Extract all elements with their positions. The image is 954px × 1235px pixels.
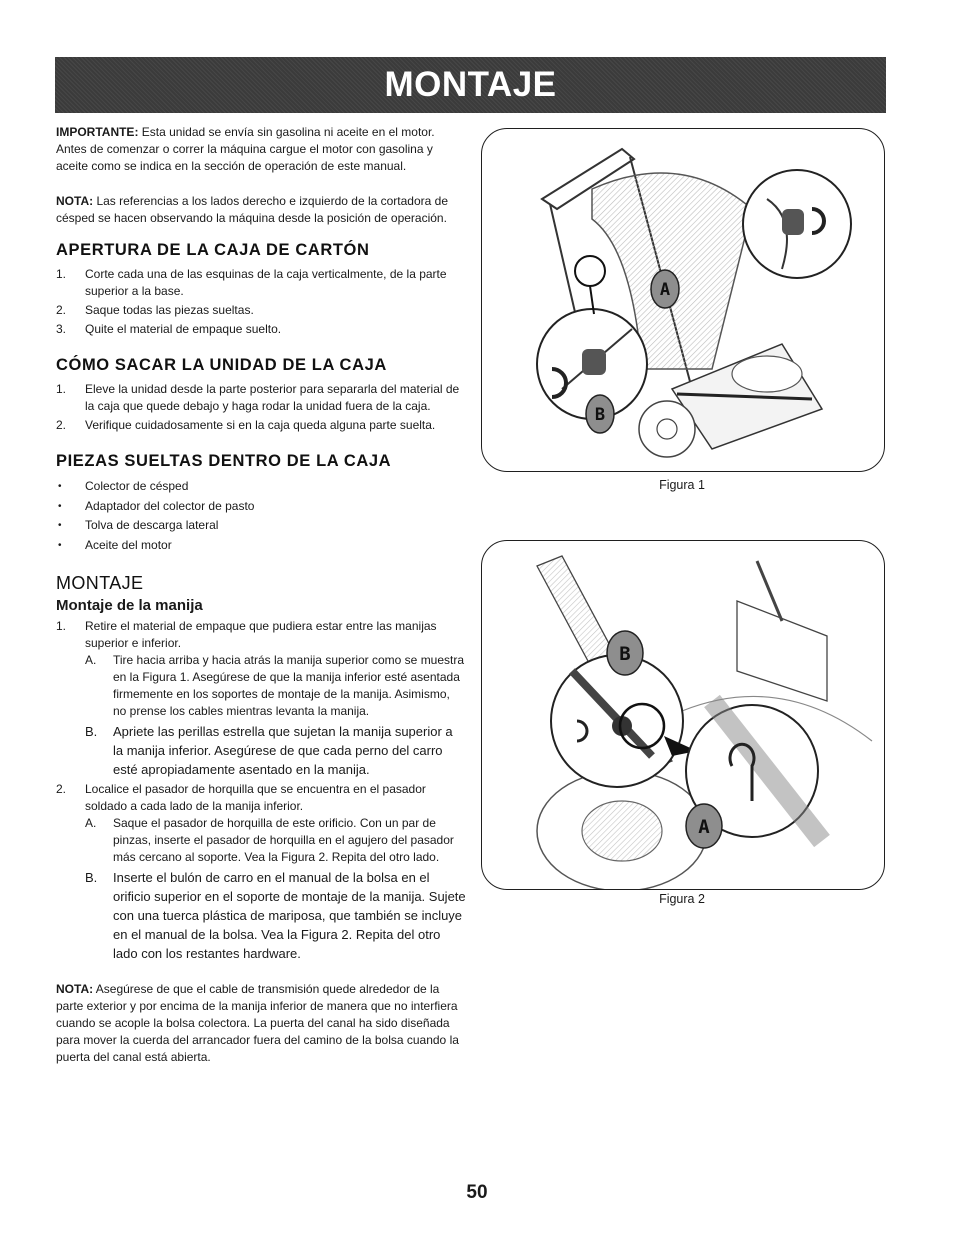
list-item: 1. Eleve la unidad desde la parte posterior para separarla del material de la caja que quede debajo y haga rodar la unidad fuera de la caja. xyxy=(56,382,460,413)
list-item: • Colector de césped xyxy=(56,477,466,497)
apertura-steps xyxy=(56,266,466,338)
important-paragraph xyxy=(56,124,466,175)
page-title: MONTAJE xyxy=(384,65,557,104)
heading-montaje-manija: Montaje de la manija xyxy=(56,597,203,614)
note-text: Las referencias a los lados derecho e izquierdo de la cortadora de césped se hacen observando la máquina desde la posición de operación. xyxy=(56,194,449,225)
figure-2-illustration xyxy=(482,541,884,889)
figure-2-callout-b: B xyxy=(619,643,631,665)
final-note-label: NOTA: xyxy=(56,982,94,996)
list-item: • Tolva de descarga lateral xyxy=(56,516,466,536)
heading-apertura: APERTURA DE LA CAJA DE CARTÓN xyxy=(56,241,370,259)
list-item: 3. Quite el material de empaque suelto. xyxy=(56,322,282,336)
montaje-step2 xyxy=(56,781,466,815)
figure-2-caption: Figura 2 xyxy=(659,892,705,906)
montaje-step1-sub xyxy=(56,652,466,779)
list-item: 2. Verifique cuidadosamente si en la caja queda alguna parte suelta. xyxy=(56,418,436,432)
list-item: B. Inserte el bulón de carro en el manual de la bolsa en el orificio superior en el soporte de montaje de la manija. Sujete con una tuerca plástica de mariposa, que también se incluye en el manual de la bolsa. Vea la Figura 2. Repita del otro lado con los restantes hardware. xyxy=(85,870,466,961)
figure-1-callout-a: A xyxy=(659,280,671,300)
list-item: B. Apriete las perillas estrella que sujetan la manija superior a la manija inferior. Asegúrese de que cada perno del carro esté apropiadamente asentado en la manija. xyxy=(85,724,453,777)
list-item: 1. Retire el material de empaque que pudiera estar entre las manijas superior e inferior. xyxy=(56,619,437,650)
page-number: 50 xyxy=(466,1182,488,1203)
list-item: 2. Localice el pasador de horquilla que se encuentra en el pasador soldado a cada lado de la manija inferior. xyxy=(56,782,426,813)
list-item: 1. Corte cada una de las esquinas de la caja verticalmente, de la parte superior a la base. xyxy=(56,267,447,298)
figure-1-callout-b: B xyxy=(594,405,606,425)
instructions-column xyxy=(56,124,466,1066)
section-banner xyxy=(55,57,886,113)
montaje-steps xyxy=(56,618,466,652)
list-item: 2. Saque todas las piezas sueltas. xyxy=(56,303,254,317)
figure-2 xyxy=(481,540,885,890)
final-note-text: Asegúrese de que el cable de transmisión quede alrededor de la parte exterior y por encima de la manija inferior de manera que no interfiera cuando se acople la bolsa colectora. La puerta del canal ha sido diseñada para mover la cuerda del arrancador fuera del camino de la bolsa cuando la puerta del canal está abierta. xyxy=(56,982,459,1064)
important-text: Esta unidad se envía sin gasolina ni aceite en el motor. Antes de comenzar o correr la máquina cargue el motor con gasolina y aceite como se indica en la sección de operación de este manual. xyxy=(56,125,435,173)
figure-2-callout-a: A xyxy=(698,816,710,838)
list-item: A. Saque el pasador de horquilla de este orificio. Con un par de pinzas, inserte el pasador de horquilla en el agujero del pasador más cercano al soporte. Vea la Figura 2. Repita del otro lado. xyxy=(85,816,454,864)
heading-piezas: PIEZAS SUELTAS DENTRO DE LA CAJA xyxy=(56,452,392,470)
heading-sacar: CÓMO SACAR LA UNIDAD DE LA CAJA xyxy=(56,356,387,374)
note-paragraph xyxy=(56,193,466,227)
heading-montaje: MONTAJE xyxy=(56,573,144,593)
piezas-list xyxy=(56,477,466,555)
important-label: IMPORTANTE: xyxy=(56,125,139,139)
montaje-step2-sub xyxy=(56,815,466,963)
list-item: • Adaptador del colector de pasto xyxy=(56,497,466,517)
figure-1-caption: Figura 1 xyxy=(659,478,705,492)
final-note-paragraph xyxy=(56,981,466,1066)
figure-1-illustration xyxy=(482,129,884,471)
list-item: A. Tire hacia arriba y hacia atrás la manija superior como se muestra en la Figura 1. Asegúrese de que la manija inferior esté asentada firmemente en los soportes de montaje de la manija. Asimismo, no prense los cables mientras levanta la manija. xyxy=(85,653,465,718)
sacar-steps xyxy=(56,381,466,434)
list-item: • Aceite del motor xyxy=(56,536,466,556)
note-label: NOTA: xyxy=(56,194,94,208)
figure-1 xyxy=(481,128,885,472)
